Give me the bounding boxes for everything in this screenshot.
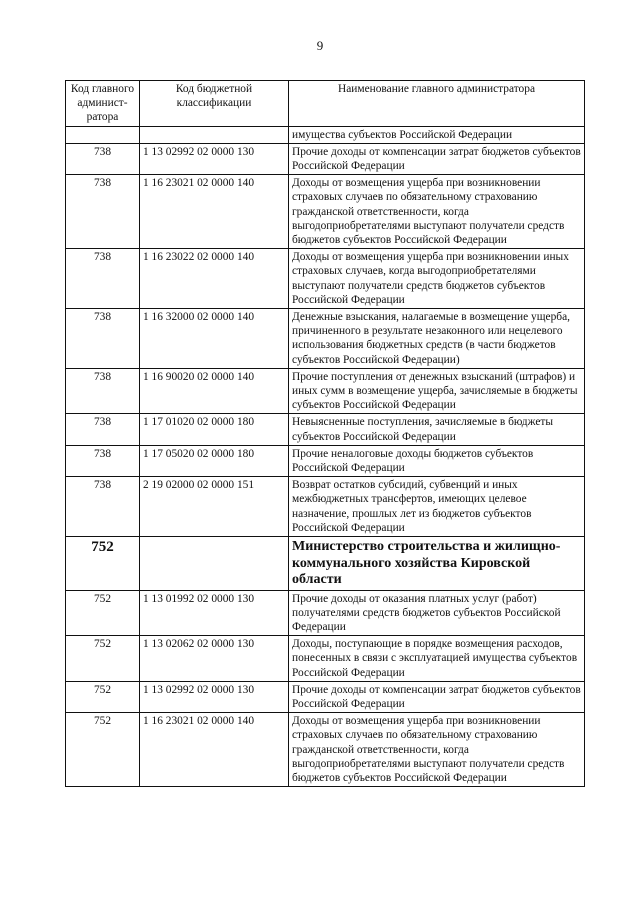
budget-code-cell: 1 17 05020 02 0000 180 — [140, 445, 289, 476]
budget-code-cell: 1 13 02992 02 0000 130 — [140, 681, 289, 712]
admin-name-cell: Прочие доходы от оказания платных услуг (работ) получателями средств бюджетов субъектов Российской Федерации — [289, 590, 585, 636]
budget-code-cell: 2 19 02000 02 0000 151 — [140, 477, 289, 537]
admin-name-cell: Доходы от возмещения ущерба при возникновении страховых случаев по обязательному страхованию гражданской ответственности, когда выгодоприобретателями выступают получатели средств бюджетов субъектов Российской Федерации — [289, 713, 585, 787]
admin-code-cell: 752 — [66, 590, 140, 636]
section-row — [66, 537, 585, 591]
admin-name-cell: Невыясненные поступления, зачисляемые в бюджеты субъектов Российской Федерации — [289, 414, 585, 445]
table-header-row — [66, 81, 585, 127]
table-row — [66, 590, 585, 636]
table-row — [66, 126, 585, 143]
admin-name-cell: Прочие доходы от компенсации затрат бюджетов субъектов Российской Федерации — [289, 143, 585, 174]
table-row — [66, 414, 585, 445]
admin-code-cell: 738 — [66, 368, 140, 414]
budget-code-cell: 1 17 01020 02 0000 180 — [140, 414, 289, 445]
admin-code-cell: 752 — [66, 636, 140, 682]
budget-code-cell — [140, 537, 289, 591]
budget-code-cell: 1 16 23022 02 0000 140 — [140, 249, 289, 309]
admin-name-cell: Доходы, поступающие в порядке возмещения расходов, понесенных в связи с эксплуатацией имущества субъектов Российской Федерации — [289, 636, 585, 682]
budget-code-cell: 1 16 23021 02 0000 140 — [140, 175, 289, 249]
admin-code-cell: 738 — [66, 414, 140, 445]
table-row — [66, 477, 585, 537]
budget-code-cell: 1 13 02992 02 0000 130 — [140, 143, 289, 174]
table-body — [66, 126, 585, 787]
admin-name-cell: Доходы от возмещения ущерба при возникновении иных страховых случаев, когда выгодоприобретателями выступают получатели средств бюджетов субъектов Российской Федерации — [289, 249, 585, 309]
admin-name-cell: Прочие неналоговые доходы бюджетов субъектов Российской Федерации — [289, 445, 585, 476]
budget-table — [65, 80, 585, 787]
admin-code-cell: 752 — [66, 681, 140, 712]
admin-code-cell: 738 — [66, 249, 140, 309]
admin-code-cell: 738 — [66, 445, 140, 476]
table-row — [66, 249, 585, 309]
table-row — [66, 713, 585, 787]
table-row — [66, 445, 585, 476]
budget-code-cell: 1 13 01992 02 0000 130 — [140, 590, 289, 636]
admin-name-cell: Прочие доходы от компенсации затрат бюджетов субъектов Российской Федерации — [289, 681, 585, 712]
admin-name-cell: Прочие поступления от денежных взысканий (штрафов) и иных сумм в возмещение ущерба, зачисляемые в бюджеты субъектов Российской Федерации — [289, 368, 585, 414]
admin-code-cell: 738 — [66, 143, 140, 174]
admin-code-cell: 738 — [66, 175, 140, 249]
header-admin-code: Код главного админист-ратора — [66, 81, 140, 127]
admin-name-cell: Министерство строительства и жилищно-коммунального хозяйства Кировской области — [289, 537, 585, 591]
header-budget-code: Код бюджетной классификации — [140, 81, 289, 127]
admin-code-cell: 738 — [66, 477, 140, 537]
admin-name-cell: Возврат остатков субсидий, субвенций и иных межбюджетных трансфертов, имеющих целевое назначение, прошлых лет из бюджетов субъектов Российской Федерации — [289, 477, 585, 537]
page-number: 9 — [316, 38, 324, 53]
table-row — [66, 636, 585, 682]
budget-code-cell: 1 16 90020 02 0000 140 — [140, 368, 289, 414]
budget-code-cell: 1 13 02062 02 0000 130 — [140, 636, 289, 682]
budget-code-cell: 1 16 32000 02 0000 140 — [140, 309, 289, 369]
admin-name-cell: имущества субъектов Российской Федерации — [289, 126, 585, 143]
table-row — [66, 175, 585, 249]
budget-code-cell — [140, 126, 289, 143]
table-row — [66, 681, 585, 712]
header-admin-name: Наименование главного администратора — [289, 81, 585, 127]
table-row — [66, 143, 585, 174]
budget-code-cell: 1 16 23021 02 0000 140 — [140, 713, 289, 787]
admin-code-cell: 752 — [66, 537, 140, 591]
admin-code-cell: 752 — [66, 713, 140, 787]
admin-code-cell: 738 — [66, 309, 140, 369]
table-row — [66, 309, 585, 369]
admin-name-cell: Доходы от возмещения ущерба при возникновении страховых случаев по обязательному страхованию гражданской ответственности, когда выгодоприобретателями выступают получатели средств бюджетов субъектов Российской Федерации — [289, 175, 585, 249]
admin-name-cell: Денежные взыскания, налагаемые в возмещение ущерба, причиненного в результате незаконного или нецелевого использования бюджетных средств (в части бюджетов субъектов Российской Федерации) — [289, 309, 585, 369]
admin-code-cell — [66, 126, 140, 143]
table-row — [66, 368, 585, 414]
